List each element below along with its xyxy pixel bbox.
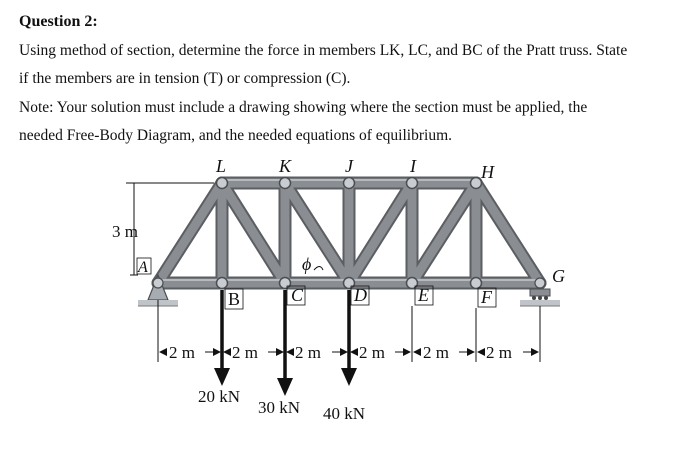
height-label: 3 m [112,222,138,241]
truss-members [158,180,540,283]
angle-label: ϕ [302,254,312,274]
label-D: D [354,285,367,305]
label-I: I [410,156,416,176]
pin-F [471,278,482,289]
label-B: B [228,289,241,309]
load-label-B: 20 kN [198,387,241,406]
label-C: C [291,285,304,305]
load-labels [198,387,365,423]
span-label-4: 2 m [359,343,385,362]
note-text-line-2: needed Free-Body Diagram, and the needed equations of equilibrium. [19,127,453,144]
label-K: K [279,156,292,176]
span-label-5: 2 m [423,343,449,362]
pin-B [217,278,228,289]
load-label-C: 30 kN [258,398,301,417]
span-label-3: 2 m [295,343,321,362]
label-L: L [216,156,227,176]
pin-L [217,178,228,189]
label-H: H [481,162,494,182]
span-label-6: 2 m [486,343,512,362]
pin-D [344,278,355,289]
label-A: A [138,259,148,276]
question-text-line-1: Using method of section, determine the force in members LK, LC, and BC of the Pratt truss. State [19,42,628,59]
pin-I [407,178,418,189]
pin-E [407,278,418,289]
pin-J [344,178,355,189]
label-J: J [345,156,353,176]
label-G: G [552,266,565,286]
span-label-1: 2 m [169,343,195,362]
note-text-line-1: Note: Your solution must include a drawing showing where the section must be applied, the [19,99,588,116]
question-text-line-2: if the members are in tension (T) or compression (C). [19,70,351,87]
label-E: E [418,285,429,305]
label-F: F [481,287,492,307]
load-label-D: 40 kN [323,404,366,423]
question-title: Question 2: [19,13,98,30]
span-label-2: 2 m [232,343,258,362]
pin-K [280,178,291,189]
pin-H [471,178,482,189]
pin-C [280,278,291,289]
